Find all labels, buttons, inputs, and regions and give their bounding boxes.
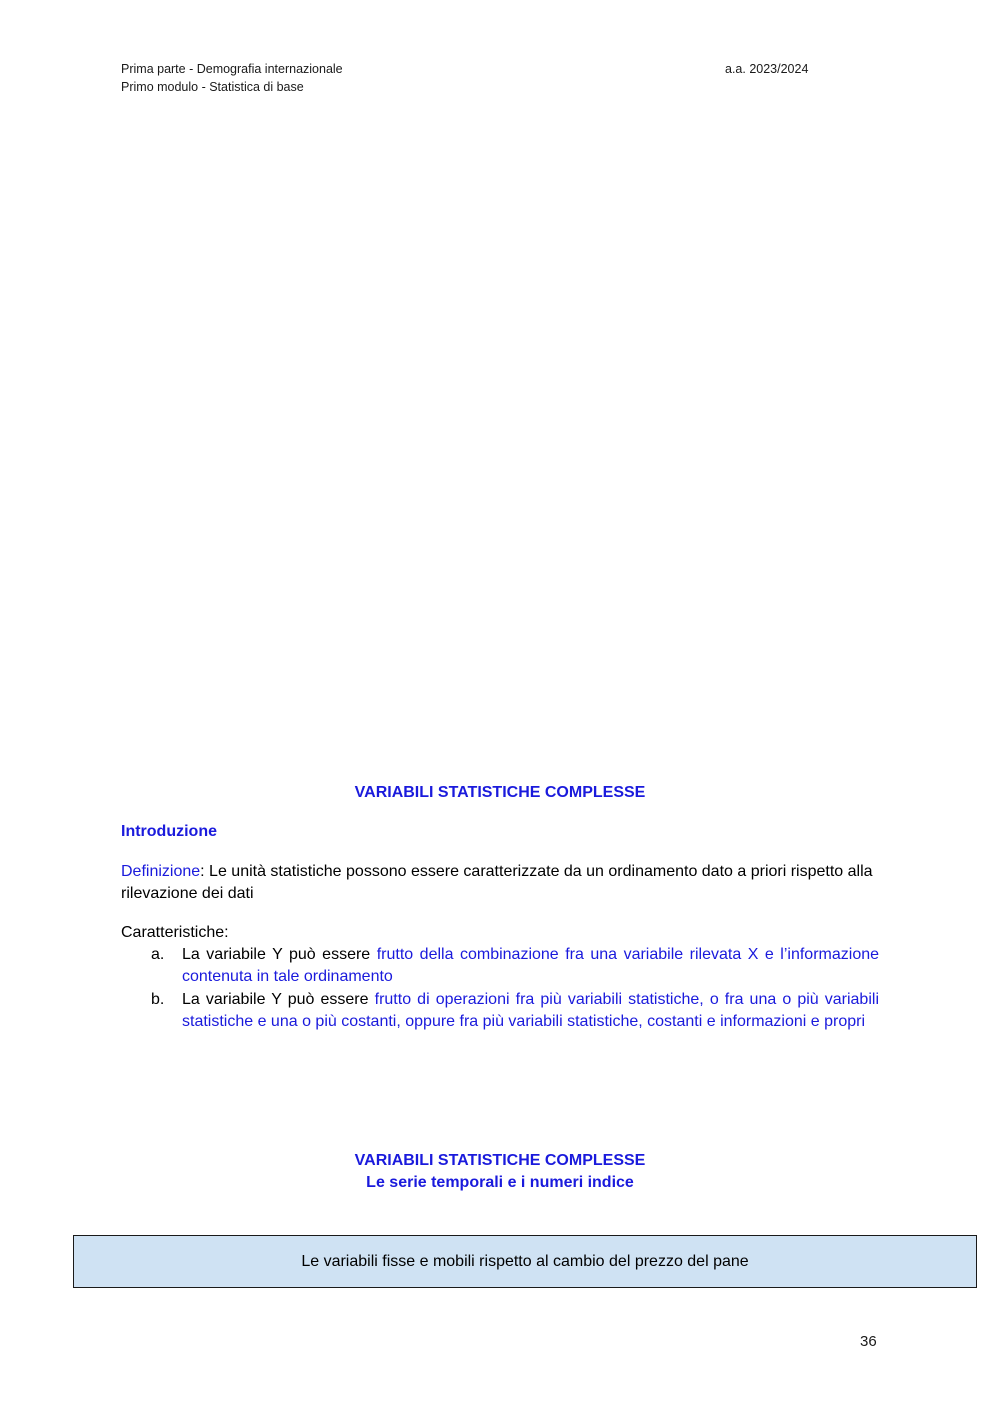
list-item	[121, 989, 879, 1033]
definition-label: Definizione	[121, 863, 201, 880]
header-course-module: Primo modulo - Statistica di base	[121, 80, 304, 94]
definition-text: : Le unità statistiche possono essere caratterizzate da un ordinamento dato a priori rispetto alla rilevazione dei dati	[121, 863, 873, 902]
list-item-prefix: La variabile Y può essere	[182, 946, 377, 963]
list-marker: b.	[151, 991, 165, 1008]
highlight-box-text: Le variabili fisse e mobili rispetto al cambio del prezzo del pane	[301, 1252, 749, 1270]
list-item	[121, 944, 879, 988]
section-title: VARIABILI STATISTICHE COMPLESSE	[354, 1152, 646, 1169]
characteristics-label: Caratteristiche:	[121, 924, 229, 941]
list-marker: a.	[151, 946, 165, 963]
page-number: 36	[860, 1333, 877, 1350]
header-course-part: Prima parte - Demografia internazionale	[121, 62, 343, 76]
highlight-box	[73, 1235, 977, 1288]
list-item-highlight: frutto di operazioni fra più variabili statistiche, o fra una o più variabili statistiche e una o più costanti, oppure fra più variabili statistiche, costanti e informazioni e propri	[182, 991, 879, 1030]
section-subtitle: Le serie temporali e i numeri indice	[366, 1174, 634, 1191]
list-item-content	[182, 989, 879, 1033]
definition-paragraph	[121, 861, 879, 905]
intro-heading: Introduzione	[121, 823, 217, 840]
list-item-prefix: La variabile Y può essere	[182, 991, 375, 1008]
list-item-highlight: frutto della combinazione fra una variabile rilevata X e l’informazione contenuta in tale ordinamento	[182, 946, 880, 985]
section-title: VARIABILI STATISTICHE COMPLESSE	[354, 784, 646, 801]
list-item-content	[182, 944, 879, 988]
header-academic-year: a.a. 2023/2024	[725, 62, 809, 76]
